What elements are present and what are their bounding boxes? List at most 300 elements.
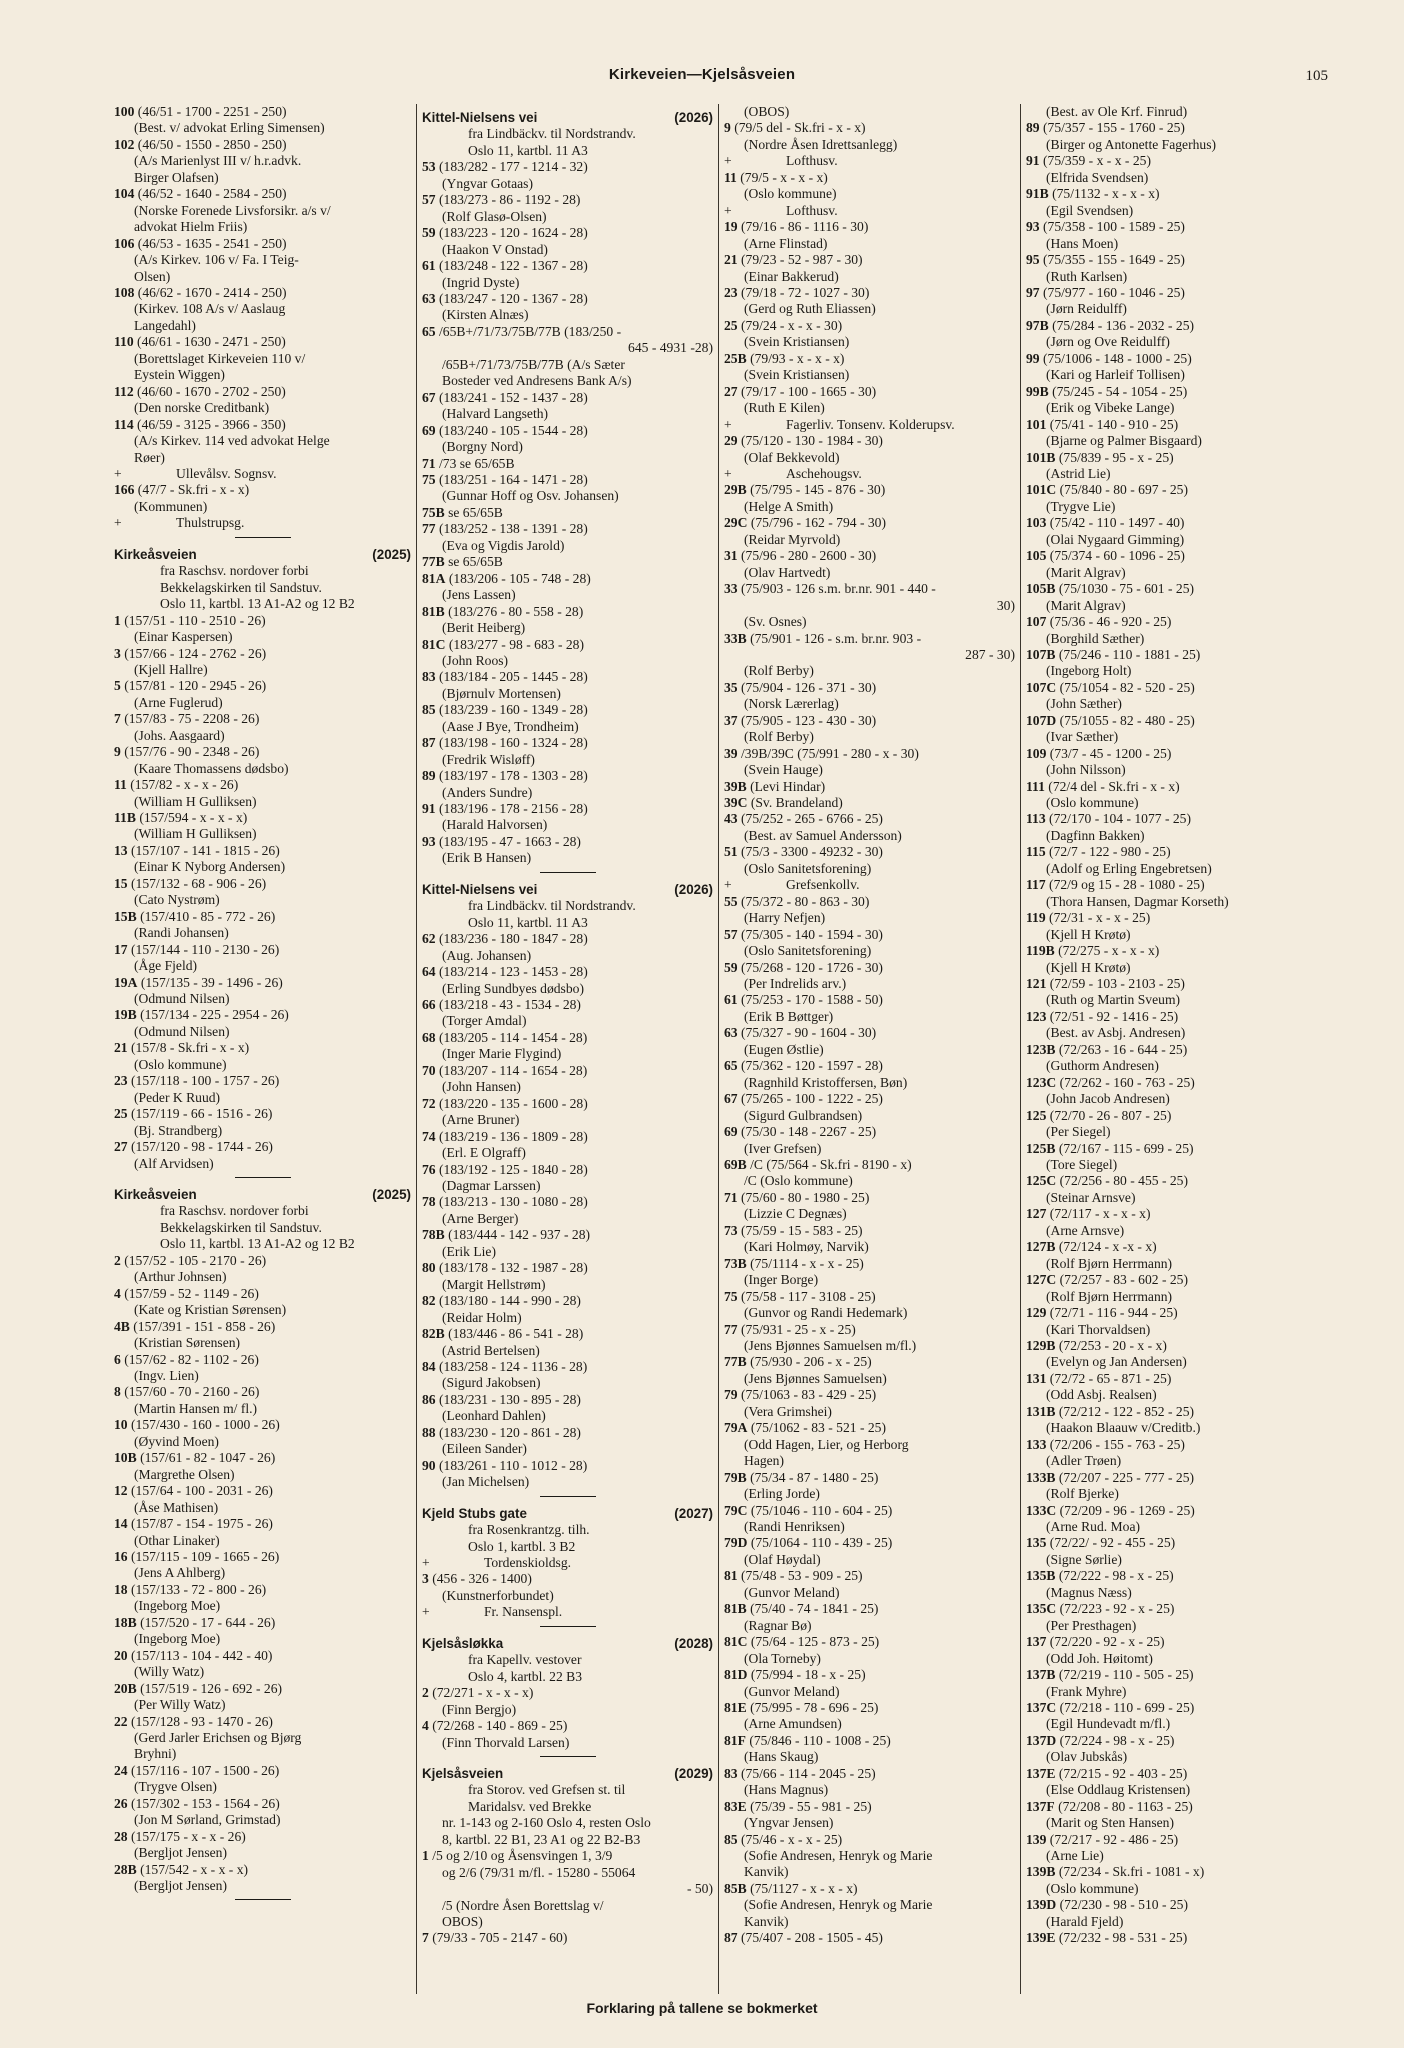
footer-note: Forklaring på tallene se bokmerket [586, 2000, 818, 2016]
entry-details: (75/1006 - 148 - 1000 - 25) [1043, 350, 1192, 366]
house-number: 129B [1026, 1337, 1056, 1353]
address-entry [724, 1667, 1015, 1683]
house-number: 80 [422, 1260, 436, 1276]
entry-owner: (Erik og Vibeke Lange) [1046, 400, 1175, 416]
entry-owner: (Ivar Sæther) [1046, 729, 1119, 745]
entry-details: (183/195 - 47 - 1663 - 28) [439, 833, 581, 849]
address-entry [1026, 1568, 1317, 1584]
entry-owner: (Inger Borge) [744, 1272, 819, 1288]
address-entry [724, 1733, 1015, 1749]
entry-details: (72/7 - 122 - 980 - 25) [1049, 844, 1171, 860]
entry-owner: (Ingrid Dyste) [442, 274, 520, 290]
entry-owner: (Margit Hellstrøm) [442, 1276, 546, 1292]
address-entry [724, 1289, 1015, 1305]
entry-owner: (Eileen Sander) [442, 1441, 527, 1457]
entry-owner: (Kirsten Alnæs) [442, 307, 529, 323]
entry-details: (183/261 - 110 - 1012 - 28) [439, 1457, 588, 1473]
address-entry [114, 285, 411, 301]
address-entry [422, 1848, 713, 1864]
address-entry [114, 334, 411, 350]
entry-owner: (Jan Michelsen) [442, 1474, 530, 1490]
entry-owner: (Rolf Berby) [744, 663, 814, 679]
house-number: 53 [422, 159, 436, 175]
entry-owner: (Olaf Bekkevold) [744, 449, 840, 465]
house-number: 31 [724, 548, 738, 564]
house-number: 137C [1026, 1699, 1057, 1715]
entry-details: (75/3 - 3300 - 49232 - 30) [741, 844, 883, 860]
house-number: 88 [422, 1424, 436, 1440]
address-entry [1026, 1832, 1317, 1848]
entry-continuation: - 50) [686, 1881, 713, 1897]
house-number: 23 [114, 1073, 128, 1089]
entry-owner: (Erling Jorde) [744, 1486, 820, 1502]
house-number: 81D [724, 1667, 748, 1683]
entry-owner: (Marit og Sten Hansen) [1046, 1815, 1174, 1831]
entry-owner: (Oslo kommune) [134, 1056, 227, 1072]
entry-owner: (Reidar Holm) [442, 1309, 522, 1325]
address-entry [1026, 614, 1317, 630]
entry-details: (183/236 - 180 - 1847 - 28) [439, 931, 588, 947]
entry-owner: (Best. av Ole Krf. Finrud) [1046, 104, 1188, 119]
address-entry [422, 1063, 713, 1079]
entry-owner: (Trygve Lie) [1046, 498, 1116, 514]
address-entry [1026, 351, 1317, 367]
address-entry [422, 1194, 713, 1210]
entry-details: (72/232 - 98 - 531 - 25) [1058, 1930, 1188, 1946]
entry-owner: (Jørn Reidulff) [1046, 301, 1127, 317]
entry-owner: (Harald Fjeld) [1046, 1913, 1124, 1929]
entry-owner: (Per Siegel) [1046, 1124, 1111, 1140]
address-entry [1026, 1733, 1317, 1749]
street-description: fra Raschsv. nordover forbi [160, 1203, 309, 1219]
entry-details: (183/277 - 98 - 683 - 28) [448, 636, 584, 652]
address-entry [1026, 877, 1317, 893]
house-number: 20 [114, 1647, 128, 1663]
address-entry [1026, 1042, 1317, 1058]
address-entry [114, 613, 411, 629]
entry-owner: (Einar Kaspersen) [134, 629, 233, 645]
house-number: 100 [114, 104, 135, 119]
address-entry [1026, 1864, 1317, 1880]
address-entry [114, 1139, 411, 1155]
entry-owner: (Arne Berger) [442, 1210, 519, 1226]
address-entry [724, 1091, 1015, 1107]
house-number: 3 [422, 1571, 429, 1587]
house-number: 133B [1026, 1469, 1056, 1485]
address-entry [114, 810, 411, 826]
house-number: 18 [114, 1581, 128, 1597]
entry-owner: (Odd Hagen, Lier, og Herborg [744, 1436, 909, 1452]
entry-owner: (Cato Nystrøm) [134, 892, 220, 908]
entry-owner: (Hans Magnus) [744, 1782, 829, 1798]
house-number: 89 [1026, 120, 1040, 136]
entry-owner: (Per Presthagen) [1046, 1617, 1137, 1633]
house-number: 63 [724, 1025, 738, 1041]
address-entry [422, 931, 713, 947]
house-number: 23 [724, 284, 738, 300]
house-number: 71 [724, 1189, 738, 1205]
house-number: 11 [724, 169, 737, 185]
entry-details: (46/62 - 1670 - 2414 - 250) [137, 284, 287, 300]
address-entry [724, 1634, 1015, 1650]
address-entry [422, 1326, 713, 1342]
entry-owner: (Sv. Osnes) [744, 614, 807, 630]
entry-owner: Kanvik) [744, 1864, 789, 1880]
address-entry [422, 225, 713, 241]
entry-details: (75/359 - x - x - 25) [1043, 153, 1151, 169]
entry-details: (75/252 - 265 - 6766 - 25) [741, 811, 883, 827]
address-entry [1026, 482, 1317, 498]
entry-owner: (Kari Holmøy, Narvik) [744, 1239, 869, 1255]
address-entry [114, 1286, 411, 1302]
entry-details: (75/358 - 100 - 1589 - 25) [1043, 219, 1185, 235]
entry-owner: (Sofie Andresen, Henryk og Marie [744, 1848, 933, 1864]
entry-details: (75/46 - x - x - 25) [741, 1831, 843, 1847]
entry-details: (183/248 - 122 - 1367 - 28) [439, 258, 588, 274]
entry-owner: /C (Oslo kommune) [744, 1173, 853, 1189]
house-number: 81 [724, 1568, 738, 1584]
cross-street [114, 515, 411, 531]
entry-owner: (Erling Sundbyes dødsbo) [442, 980, 584, 996]
address-entry [422, 1458, 713, 1474]
entry-details: (183/198 - 160 - 1324 - 28) [439, 735, 588, 751]
cross-street [724, 466, 1015, 482]
house-number: 35 [724, 679, 738, 695]
house-number: 11B [114, 810, 136, 826]
entry-owner: advokat Hielm Friis) [134, 219, 248, 235]
entry-owner: (Kate og Kristian Sørensen) [134, 1302, 287, 1318]
house-number: 81C [422, 636, 446, 652]
house-number: 106 [114, 235, 135, 251]
entry-details: (72/257 - 83 - 602 - 25) [1059, 1272, 1188, 1288]
entry-owner: (Rolf Bjørn Herrmann) [1046, 1288, 1173, 1304]
entry-details: (72/209 - 96 - 1269 - 25) [1059, 1502, 1195, 1518]
entry-owner: (Leonhard Dahlen) [442, 1408, 546, 1424]
entry-details: (157/302 - 153 - 1564 - 26) [131, 1795, 280, 1811]
entry-details: (75/930 - 206 - x - 25) [750, 1354, 872, 1370]
entry-details: (75/305 - 140 - 1594 - 30) [741, 926, 883, 942]
entry-details: (75/246 - 110 - 1881 - 25) [1058, 646, 1201, 662]
entry-details: (157/391 - 151 - 858 - 26) [133, 1318, 276, 1334]
address-entry [114, 646, 411, 662]
house-number: 166 [114, 482, 135, 498]
entry-owner: (Bergljot Jensen) [134, 1878, 227, 1894]
entry-details: (157/81 - 120 - 2945 - 26) [124, 678, 267, 694]
entry-owner: (Einar Bakkerud) [744, 268, 839, 284]
house-number: 69B [724, 1157, 747, 1172]
entry-owner: Eystein Wiggen) [134, 367, 225, 383]
address-entry [422, 1227, 713, 1243]
address-entry [422, 702, 713, 718]
street-description: Bekkelagskirken til Sandstuv. [160, 1219, 322, 1235]
street-description: fra Lindbäckv. til Nordstrandv. [468, 898, 636, 914]
house-number: 69 [422, 422, 436, 438]
house-number: 59 [422, 225, 436, 241]
house-number: 67 [422, 389, 436, 405]
address-entry [724, 1766, 1015, 1782]
entry-owner: (Kjell H Krøtø) [1046, 959, 1131, 975]
entry-details: (157/83 - 75 - 2208 - 26) [124, 711, 260, 727]
entry-owner: (Randi Johansen) [134, 925, 229, 941]
house-number: 97 [1026, 284, 1040, 300]
street-name: Kirkeåsveien [114, 546, 197, 562]
entry-owner: (OBOS) [744, 104, 790, 119]
entry-owner: (Tore Siegel) [1046, 1157, 1118, 1172]
house-number: 10 [114, 1417, 128, 1433]
house-number: 28B [114, 1861, 137, 1877]
entry-details: (72/71 - 116 - 944 - 25) [1049, 1305, 1178, 1321]
address-entry [724, 779, 1015, 795]
house-number: 81E [724, 1699, 747, 1715]
house-number: 69 [724, 1124, 738, 1140]
entry-details: (75/846 - 110 - 1008 - 25) [749, 1732, 891, 1748]
house-number: 57 [422, 192, 436, 208]
address-entry [114, 1483, 411, 1499]
house-number: 105B [1026, 581, 1056, 597]
street-description: Oslo 11, kartbl. 11 A3 [468, 914, 588, 930]
street-code: (2027) [674, 1505, 713, 1521]
entry-details: (79/24 - x - x - 30) [741, 317, 843, 333]
entry-owner: (Erik B Hansen) [442, 850, 532, 866]
address-entry [1026, 1634, 1317, 1650]
entry-details: (183/230 - 120 - 861 - 28) [439, 1424, 581, 1440]
entry-owner: Kanvik) [744, 1913, 789, 1929]
house-number: 33 [724, 581, 738, 597]
entry-owner: (Olav Jubskås) [1046, 1749, 1128, 1765]
address-entry [724, 1601, 1015, 1617]
entry-owner: (Best. av Asbj. Andresen) [1046, 1025, 1186, 1041]
house-number: 127 [1026, 1206, 1047, 1222]
entry-details: (157/120 - 98 - 1744 - 26) [131, 1139, 273, 1155]
entry-details: (75/796 - 162 - 794 - 30) [750, 515, 886, 531]
house-number: 57 [724, 926, 738, 942]
entry-details: (72/72 - 65 - 871 - 25) [1049, 1370, 1172, 1386]
house-number: 81A [422, 570, 446, 586]
house-number: 105 [1026, 548, 1047, 564]
house-number: 103 [1026, 515, 1047, 531]
entry-owner: (Birger og Antonette Fagerhus) [1046, 136, 1217, 152]
address-entry [114, 1253, 411, 1269]
house-number: 25B [724, 350, 747, 366]
entry-owner: (Arne Flinstad) [744, 235, 828, 251]
street-code: (2025) [372, 546, 411, 562]
address-entry [422, 1030, 713, 1046]
entry-details: (75/1046 - 110 - 604 - 25) [750, 1502, 893, 1518]
entry-details: (72/124 - x -x - x) [1058, 1239, 1157, 1255]
entry-details: (72/271 - x - x - x) [432, 1685, 534, 1701]
entry-details: (72/253 - 20 - x - x) [1058, 1337, 1167, 1353]
address-entry [422, 521, 713, 537]
entry-details: (183/282 - 177 - 1214 - 32) [439, 159, 588, 175]
entry-details: (75/1064 - 110 - 439 - 25) [750, 1535, 893, 1551]
address-entry [422, 997, 713, 1013]
entry-details: (72/256 - 80 - 455 - 25) [1059, 1173, 1188, 1189]
running-title: Kirkeveien—Kjelsåsveien [608, 66, 796, 83]
entry-owner: (Frank Myhre) [1046, 1683, 1127, 1699]
entry-owner: (Ragnar Bø) [744, 1617, 812, 1633]
house-number: 125B [1026, 1140, 1056, 1156]
house-number: 39B [724, 778, 747, 794]
entry-owner: (Gerd og Ruth Eliassen) [744, 301, 876, 317]
house-number: 63 [422, 290, 436, 306]
entry-owner: Hagen) [744, 1453, 785, 1469]
entry-owner: Birger Olafsen) [134, 169, 219, 185]
address-entry [114, 482, 411, 498]
house-number: 65 [724, 1058, 738, 1074]
entry-details: (157/542 - x - x - x) [140, 1861, 249, 1877]
address-entry [724, 285, 1015, 301]
street-name: Kjelsåsløkka [422, 1635, 504, 1651]
entry-owner: (Åge Fjeld) [134, 958, 198, 974]
address-entry [1026, 153, 1317, 169]
entry-details: (183/197 - 178 - 1303 - 28) [439, 768, 588, 784]
house-number: 137 [1026, 1634, 1047, 1650]
entry-owner: Bosteder ved Andresens Bank A/s) [442, 373, 632, 389]
entry-details: (157/115 - 109 - 1665 - 26) [131, 1548, 280, 1564]
entry-owner: (Else Oddlaug Kristensen) [1046, 1782, 1191, 1798]
entry-details: (157/82 - x - x - 26) [130, 777, 239, 793]
entry-owner: (Oslo kommune) [744, 186, 837, 202]
entry-details: (75/904 - 126 - 371 - 30) [741, 679, 877, 695]
section-divider [114, 532, 411, 541]
house-number: 131 [1026, 1370, 1047, 1386]
entry-owner: (Steinar Arnsve) [1046, 1189, 1136, 1205]
house-number: 99B [1026, 383, 1049, 399]
entry-details: (72/223 - 92 - x - 25) [1059, 1601, 1175, 1617]
address-entry [422, 1096, 713, 1112]
entry-details: (157/175 - x - x - 26) [131, 1828, 246, 1844]
address-entry [422, 291, 713, 307]
entry-details: (157/119 - 66 - 1516 - 26) [131, 1106, 273, 1122]
entry-owner: (Svein Kristiansen) [744, 334, 850, 350]
entry-details: (72/206 - 155 - 763 - 25) [1049, 1436, 1185, 1452]
entry-owner: (John Sæther) [1046, 696, 1122, 712]
entry-owner: (Aug. Johansen) [442, 947, 532, 963]
entry-owner: (Kunstnerforbundet) [442, 1587, 554, 1603]
address-entry [422, 390, 713, 406]
entry-details: /39B/39C (75/991 - 280 - x - 30) [741, 745, 919, 761]
address-entry [422, 637, 713, 653]
entry-details: (75/1062 - 83 - 521 - 25) [750, 1420, 886, 1436]
entry-details: (183/444 - 142 - 937 - 28) [448, 1227, 591, 1243]
entry-owner: (Åse Mathisen) [134, 1499, 219, 1515]
house-number: 68 [422, 1029, 436, 1045]
street-code: (2029) [674, 1765, 713, 1781]
entry-details: (157/52 - 105 - 2170 - 26) [124, 1252, 267, 1268]
street-heading [422, 1636, 713, 1652]
house-number: 77 [422, 521, 436, 537]
address-entry [422, 1260, 713, 1276]
address-entry [724, 1832, 1015, 1848]
entry-owner: (Borghild Sæther) [1046, 630, 1145, 646]
column-1 [114, 104, 416, 1994]
address-entry [1026, 1305, 1317, 1321]
house-number: 9 [114, 744, 121, 760]
house-number: 135B [1026, 1568, 1056, 1584]
entry-details: (157/87 - 154 - 1975 - 26) [131, 1516, 273, 1532]
address-entry [724, 1058, 1015, 1074]
house-number: 102 [114, 136, 135, 152]
entry-details: (75/284 - 136 - 2032 - 25) [1052, 317, 1195, 333]
entry-details: (157/144 - 110 - 2130 - 26) [131, 941, 280, 957]
entry-owner: (Arne Arnsve) [1046, 1222, 1125, 1238]
address-entry [422, 735, 713, 751]
entry-owner: (Adolf og Erling Engebretsen) [1046, 860, 1212, 876]
entry-owner: (Haakon V Onstad) [442, 241, 548, 257]
address-entry [114, 1450, 411, 1466]
house-number: 27 [114, 1139, 128, 1155]
address-entry [1026, 713, 1317, 729]
entry-owner: (Bergljot Jensen) [134, 1845, 227, 1861]
entry-details: (157/430 - 160 - 1000 - 26) [131, 1417, 280, 1433]
address-entry [422, 192, 713, 208]
address-entry [422, 1392, 713, 1408]
street-name: Kjeld Stubs gate [422, 1505, 527, 1521]
entry-details: se 65/65B [448, 554, 503, 570]
entry-details: (72/218 - 110 - 699 - 25) [1059, 1699, 1195, 1715]
address-entry [114, 1384, 411, 1400]
house-number: 127C [1026, 1272, 1057, 1288]
entry-owner: (Johs. Aasgaard) [134, 727, 225, 743]
house-number: 25 [114, 1106, 128, 1122]
entry-details: (72/117 - x - x - x) [1049, 1206, 1151, 1222]
entry-details: (75/327 - 90 - 1604 - 30) [741, 1025, 877, 1041]
house-number: 90 [422, 1457, 436, 1473]
house-number: 87 [724, 1930, 738, 1946]
address-entry [114, 1648, 411, 1664]
address-entry [114, 1681, 411, 1697]
entry-details: (183/218 - 43 - 1534 - 28) [439, 997, 581, 1013]
entry-owner: (Oslo Sanitetsforening) [744, 860, 872, 876]
entry-owner: (Astrid Bertelsen) [442, 1342, 540, 1358]
entry-owner: (A/s Marienlyst III v/ h.r.advk. [134, 153, 302, 169]
house-number: 85 [422, 702, 436, 718]
house-number: 20B [114, 1680, 137, 1696]
house-number: 85B [724, 1880, 747, 1896]
address-entry [1026, 844, 1317, 860]
entry-details: (75/362 - 120 - 1597 - 28) [741, 1058, 883, 1074]
entry-details: (157/519 - 126 - 692 - 26) [140, 1680, 283, 1696]
address-entry [724, 680, 1015, 696]
address-entry [724, 927, 1015, 943]
house-number: 33B [724, 630, 747, 646]
house-number: 15 [114, 875, 128, 891]
house-number: 139E [1026, 1930, 1056, 1946]
entry-owner: (Thora Hansen, Dagmar Korseth) [1046, 893, 1229, 909]
address-entry [422, 801, 713, 817]
entry-owner: (Iver Grefsen) [744, 1140, 822, 1156]
entry-owner: (Ruth og Martin Sveum) [1046, 992, 1181, 1008]
entry-details: (79/33 - 705 - 2147 - 60) [432, 1930, 568, 1946]
house-number: 29 [724, 433, 738, 449]
address-entry [114, 1615, 411, 1631]
street-name: Kittel-Nielsens vei [422, 110, 538, 125]
entry-owner: (Borgny Nord) [442, 439, 523, 455]
entry-owner: (Marit Algrav) [1046, 597, 1126, 613]
entry-details: (75/1127 - x - x - x) [750, 1880, 858, 1896]
entry-details: (75/64 - 125 - 873 - 25) [750, 1634, 880, 1650]
address-entry [114, 744, 411, 760]
entry-details: (72/22/ - 92 - 455 - 25) [1049, 1535, 1176, 1551]
entry-owner: (Olai Nygaard Gimming) [1046, 531, 1185, 547]
address-entry [422, 1718, 713, 1734]
entry-details: (75/905 - 123 - 430 - 30) [741, 712, 877, 728]
entry-details: (Sv. Brandeland) [750, 795, 843, 811]
address-entry [1026, 285, 1317, 301]
entry-details: (157/118 - 100 - 1757 - 26) [131, 1073, 280, 1089]
entry-continuation: 645 - 4931 -28) [628, 340, 713, 356]
entry-owner: (Hans Skaug) [744, 1749, 819, 1765]
